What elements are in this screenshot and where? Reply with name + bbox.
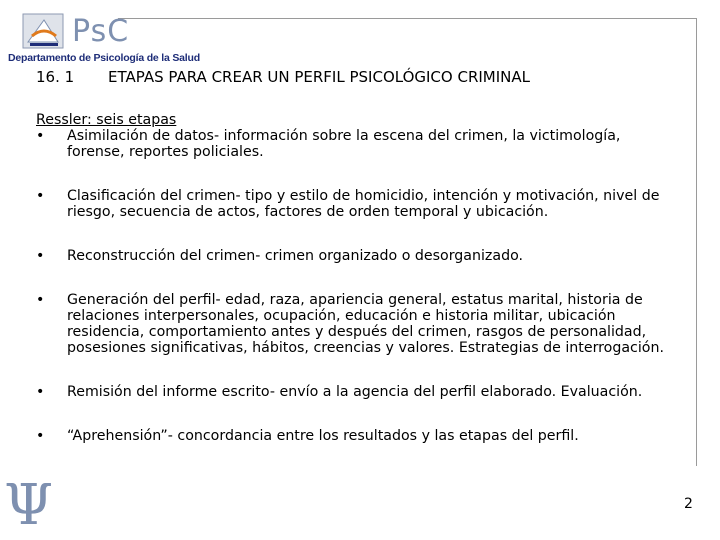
bullet-text: - concordancia entre los resultados y las etapas del perfil. (167, 428, 579, 444)
frame-top-line (118, 18, 696, 19)
bullet-item (36, 188, 676, 220)
bullet-term: “Aprehensión” (67, 428, 168, 444)
bullet-icon: • (36, 248, 45, 264)
bullet-text: - edad, raza, apariencia general, estatus marital, historia de relaciones interpersonales, ocupación, educación e historia militar, ubicación residencia, comportamiento antes y después del crimen, rasgos de personalidad, posesiones significativas, hábitos, creencias y valores. Estrategias de interrogación. (67, 292, 664, 356)
bullet-term: Clasificación del crimen (67, 188, 236, 204)
frame-right-line (696, 18, 697, 466)
bullet-text: - crimen organizado o desorganizado. (255, 248, 524, 264)
bullet-text: - envío a la agencia del perfil elaborado. Evaluación. (269, 384, 643, 400)
bullet-text: - información sobre la escena del crimen, la victimología, forense, reportes policiales. (67, 128, 621, 160)
bullet-icon: • (36, 428, 45, 444)
bullet-item (36, 128, 676, 160)
bullet-item (36, 384, 676, 400)
bullet-icon: • (36, 292, 45, 308)
bullet-icon: • (36, 384, 45, 400)
bullet-term: Remisión del informe escrito (67, 384, 270, 400)
bullet-icon: • (36, 128, 45, 144)
bullet-item (36, 248, 676, 264)
department-logo (8, 12, 200, 66)
bullet-term: Asimilación de datos (67, 128, 214, 144)
logo-text: PsC (72, 14, 130, 49)
bullet-item (36, 292, 676, 356)
bullet-term: Reconstrucción del crimen (67, 248, 256, 264)
department-name: Departamento de Psicología de la Salud (8, 52, 200, 64)
section-number: 16. 1 (36, 68, 75, 86)
bullet-text: - tipo y estilo de homicidio, intención y motivación, nivel de riesgo, secuencia de actos, factores de orden temporal y ubicación. (67, 188, 660, 220)
slide-content (36, 112, 676, 444)
bullet-icon: • (36, 188, 45, 204)
bullet-term: Generación del perfil (67, 292, 216, 308)
subtitle: Ressler: seis etapas (36, 112, 177, 128)
psi-logo-icon: Ψ (4, 473, 54, 538)
bullet-item (36, 428, 676, 444)
section-title: ETAPAS PARA CREAR UN PERFIL PSICOLÓGICO CRIMINAL (108, 68, 530, 86)
logo-mark-icon (20, 12, 66, 52)
page-number: 2 (684, 496, 693, 512)
